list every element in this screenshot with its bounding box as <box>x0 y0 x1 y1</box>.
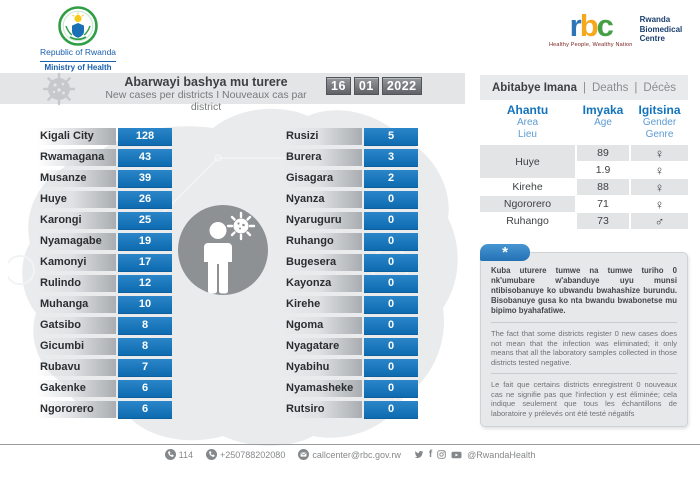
footer-divider <box>0 444 700 445</box>
district-name: Gicumbi <box>37 338 116 355</box>
email-item <box>298 449 401 460</box>
district-new-cases-value: 0 <box>364 275 418 293</box>
district-row <box>37 275 172 292</box>
district-new-cases-value: 8 <box>118 317 172 335</box>
district-row <box>283 296 418 313</box>
district-name: Burera <box>283 149 362 166</box>
district-name: Nyamagabe <box>37 233 116 250</box>
phone-icon <box>206 449 217 460</box>
hotline-item <box>165 449 193 460</box>
district-name: Kigali City <box>37 128 116 145</box>
moh-republic-label: Republic of Rwanda <box>39 47 117 57</box>
districts-column-left <box>37 128 172 422</box>
district-name: Huye <box>37 191 116 208</box>
district-new-cases-value: 8 <box>118 338 172 356</box>
hotline-number: 114 <box>178 449 193 460</box>
district-row <box>283 359 418 376</box>
separator: | <box>582 81 586 94</box>
death-age: 88 <box>577 179 629 195</box>
deaths-title-kinyarwanda: Abitabye Imana <box>491 81 577 94</box>
separator: | <box>634 81 638 94</box>
district-new-cases-value: 17 <box>118 254 172 272</box>
district-new-cases-value: 0 <box>364 380 418 398</box>
district-name: Musanze <box>37 170 116 187</box>
page-title: Abarwayi bashya mu turere <box>124 75 288 89</box>
district-name: Muhanga <box>37 296 116 313</box>
rbc-name-line: Rwanda <box>639 15 671 24</box>
district-name: Rwamagana <box>37 149 116 166</box>
email-icon <box>298 449 309 460</box>
district-row <box>283 191 418 208</box>
district-row <box>37 170 172 187</box>
district-new-cases-value: 6 <box>118 401 172 419</box>
district-row <box>283 170 418 187</box>
col-sublabel: Age <box>594 117 612 128</box>
district-name: Nyabihu <box>283 359 362 376</box>
death-gender: ♂ <box>631 213 688 229</box>
death-area: Huye <box>480 145 575 178</box>
district-name: Karongi <box>37 212 116 229</box>
col-sublabel: Area <box>516 117 539 128</box>
district-row <box>283 128 418 145</box>
district-name: Gatsibo <box>37 317 116 334</box>
death-area: Kirehe <box>512 181 543 193</box>
rbc-name <box>640 15 683 44</box>
district-name: Rubavu <box>37 359 116 376</box>
district-row <box>37 296 172 313</box>
district-new-cases-value: 43 <box>118 149 172 167</box>
district-new-cases-value: 7 <box>118 359 172 377</box>
col-label: Igitsina <box>638 103 681 117</box>
death-gender: ♀ <box>631 179 688 195</box>
deaths-table <box>480 145 688 229</box>
district-name: Rusizi <box>283 128 362 145</box>
district-new-cases-value: 128 <box>118 128 172 146</box>
death-age: 73 <box>577 213 629 229</box>
district-row <box>283 254 418 271</box>
moh-logo <box>30 6 126 75</box>
phone-item <box>206 449 285 460</box>
district-new-cases-value: 0 <box>364 233 418 251</box>
district-new-cases-value: 0 <box>364 212 418 230</box>
social-icons <box>414 450 536 460</box>
col-sublabel: Gender <box>642 117 677 128</box>
deaths-col-gender <box>631 104 688 141</box>
district-name: Ngoma <box>283 317 362 334</box>
death-gender: ♀ <box>654 162 665 178</box>
death-gender: ♀ <box>654 196 665 212</box>
district-name: Nyagatare <box>283 338 362 355</box>
district-new-cases-value: 39 <box>118 170 172 188</box>
district-name: Gakenke <box>37 380 116 397</box>
virus-icon <box>42 72 76 106</box>
instagram-icon <box>437 450 446 459</box>
district-name: Nyamasheke <box>283 380 362 397</box>
district-row <box>37 359 172 376</box>
deaths-panel <box>480 75 688 229</box>
report-date <box>326 77 422 95</box>
district-name: Kayonza <box>283 275 362 292</box>
district-row <box>37 401 172 418</box>
deaths-col-age <box>577 104 629 141</box>
district-new-cases-value: 25 <box>118 212 172 230</box>
district-row <box>37 338 172 355</box>
district-new-cases-value: 19 <box>118 233 172 251</box>
person-virus-figure <box>177 204 269 296</box>
districts-column-right <box>283 128 418 422</box>
district-name: Gisagara <box>283 170 362 187</box>
date-day: 16 <box>326 77 351 95</box>
district-row <box>283 380 418 397</box>
district-name: Ruhango <box>283 233 362 250</box>
district-row <box>283 212 418 229</box>
death-area: Ngororero <box>480 196 575 212</box>
col-label: Imyaka <box>582 103 624 117</box>
district-row <box>37 149 172 166</box>
district-new-cases-value: 0 <box>364 317 418 335</box>
district-new-cases-value: 0 <box>364 254 418 272</box>
note-kinyarwanda: Kuba uturere tumwe na tumwe turiho 0 nk'umubare w'abanduye uyu munsi ntibisobanuye ko ubwandu bwahashize burundu. Bisobanuye gusa ko nta bwandu bwabonetse mu bipimo byahafatiwe. <box>491 266 677 315</box>
facebook-icon: f <box>428 448 433 460</box>
district-new-cases-value: 12 <box>118 275 172 293</box>
note-english: The fact that some districts register 0 new cases does not mean that the infection was eliminated; it only means that all the laboratory samples collected in those districts tested negative. <box>491 322 677 367</box>
district-name: Nyanza <box>283 191 362 208</box>
email-address: callcenter@rbc.gov.rw <box>312 449 401 460</box>
district-name: Rulindo <box>37 275 116 292</box>
district-row <box>283 149 418 166</box>
district-new-cases-value: 0 <box>364 191 418 209</box>
col-sublabel: Lieu <box>518 129 537 140</box>
rwanda-coat-of-arms-icon <box>58 6 98 46</box>
asterisk-icon: * <box>480 244 530 261</box>
footer-contacts <box>0 449 700 460</box>
date-month: 01 <box>354 77 379 95</box>
title-band <box>0 73 465 113</box>
death-age: 71 <box>597 198 609 210</box>
district-name: Rutsiro <box>283 401 362 418</box>
rbc-letters: rbc <box>569 8 612 43</box>
district-new-cases-value: 3 <box>364 149 418 167</box>
district-row <box>283 275 418 292</box>
zero-cases-note <box>480 244 688 427</box>
district-row <box>283 317 418 334</box>
district-name: Nyaruguru <box>283 212 362 229</box>
moh-ministry-label: Ministry of Health <box>40 61 115 72</box>
district-new-cases-value: 0 <box>364 296 418 314</box>
district-row <box>37 317 172 334</box>
rbc-logo <box>549 8 683 48</box>
district-new-cases-value: 0 <box>364 401 418 419</box>
district-new-cases-value: 5 <box>364 128 418 146</box>
district-new-cases-value: 0 <box>364 338 418 356</box>
district-name: Bugesera <box>283 254 362 271</box>
district-row <box>37 212 172 229</box>
phone-number: +250788202080 <box>220 449 286 460</box>
district-row <box>283 233 418 250</box>
deaths-col-area <box>480 104 575 141</box>
district-row <box>37 128 172 145</box>
social-handle: @RwandaHealth <box>467 449 536 460</box>
youtube-icon <box>451 451 462 459</box>
deaths-column-headers <box>480 104 688 141</box>
district-row <box>37 380 172 397</box>
district-name: Ngororero <box>37 401 116 418</box>
page-subtitle: New cases per districts I Nouveaux cas par district <box>105 89 307 113</box>
district-row <box>37 233 172 250</box>
district-new-cases-value: 0 <box>364 359 418 377</box>
district-new-cases-value: 26 <box>118 191 172 209</box>
death-gender: ♀ <box>631 145 688 161</box>
district-new-cases-value: 2 <box>364 170 418 188</box>
death-age: 89 <box>577 145 629 161</box>
death-area: Ruhango <box>506 215 549 227</box>
twitter-icon <box>414 450 424 459</box>
deaths-header <box>480 75 688 100</box>
deaths-title-french: Décès <box>643 81 677 94</box>
district-row <box>283 401 418 418</box>
district-row <box>283 338 418 355</box>
phone-icon <box>165 449 176 460</box>
date-year: 2022 <box>382 77 422 95</box>
rbc-name-line: Biomedical <box>639 24 683 34</box>
death-age: 1.9 <box>595 164 611 176</box>
district-new-cases-value: 10 <box>118 296 172 314</box>
district-name: Kirehe <box>283 296 362 313</box>
col-label: Ahantu <box>506 103 549 117</box>
district-row <box>37 191 172 208</box>
district-row <box>37 254 172 271</box>
deaths-title-english: Deaths <box>591 81 629 94</box>
district-new-cases-value: 6 <box>118 380 172 398</box>
rbc-tagline: Healthy People, Wealthy Nation <box>549 42 633 48</box>
rbc-name-line: Centre <box>639 34 665 43</box>
district-name: Kamonyi <box>37 254 116 271</box>
note-french: Le fait que certains districts enregistrent 0 nouveaux cas ne signifie pas que l'infection y est éliminée; cela indique seulement que tous les échantillons de laboratoire y prélevés ont été testé négatifs <box>491 373 677 418</box>
col-sublabel: Genre <box>645 129 674 140</box>
